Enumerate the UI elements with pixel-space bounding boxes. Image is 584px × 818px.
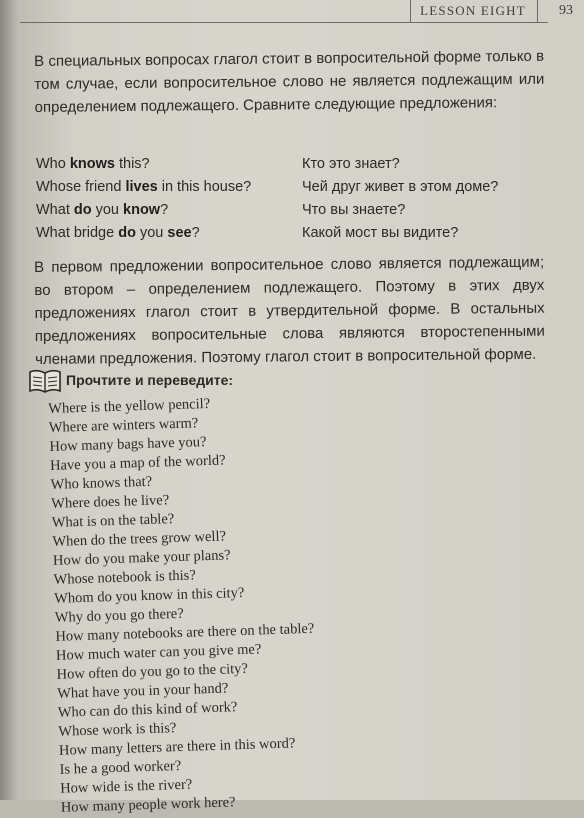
example-russian-translation: Какой мост вы видите? [302,225,459,241]
lesson-title: LESSON EIGHT [420,3,526,18]
page-number: 93 [559,3,573,18]
example-english-sentence [36,176,251,199]
explanation-paragraph: В первом предложении вопросительное слово является подлежащим; во втором – определением подлежащего. Поэтому в этих двух предложениях глагол стоит в утвердительной форме. В остальных предложениях вопросительные слова являются второстепенными членами предложения. Поэтому глагол стоит в вопросительной форме. [34,253,545,368]
exercise-heading: Прочтите и переведите: [66,372,234,388]
question-item: How do you make your plans? [52,547,231,569]
question-item: How many letters are there in this word? [58,735,296,759]
book-page [18,0,584,816]
question-item: What have you in your hand? [56,680,229,702]
highlighted-verb: do [73,202,92,218]
highlighted-verb: know [123,202,161,218]
question-item: Where is the yellow pencil? [48,395,211,417]
question-list [48,392,320,818]
example-english-sentence [36,153,251,176]
question-item: Whose notebook is this? [53,567,197,588]
question-item: How often do you go to the city? [56,660,249,683]
example-russian-translation: Чей друг живет в этом доме? [302,179,499,195]
question-item: How wide is the river? [59,776,193,797]
question-item: How many people work here? [60,794,236,816]
header-rule [20,22,548,23]
question-item: Is he a good worker? [59,758,182,778]
example-english-sentence [36,222,251,245]
sentence-fragment: this? [114,156,150,172]
sentence-fragment: ? [191,225,200,241]
highlighted-verb: lives [125,179,158,195]
open-book-icon [28,368,62,394]
example-russian-translation: Кто это знает? [302,156,400,172]
examples-english [36,153,251,245]
question-item: How many notebooks are there on the table? [55,620,315,645]
question-item: How many bags have you? [49,434,207,455]
question-item: Whose work is this? [58,720,177,740]
question-item: Who can do this kind of work? [57,699,238,721]
question-item: How much water can you give me? [55,641,262,664]
question-item: Why do you go there? [54,605,184,626]
sentence-fragment: ? [160,202,169,218]
intro-paragraph: В специальных вопросах глагол стоит в вопросительной форме только в том случае, если вопросительное слово не является подлежащим или определением подлежащего. Сравните следующие предложения: [34,47,545,116]
example-english-sentence [36,199,251,222]
sentence-fragment: What [36,202,74,218]
sentence-fragment: Who [36,156,70,172]
sentence-fragment: you [91,202,124,218]
question-item: Who knows that? [50,473,153,493]
question-item: Where are winters warm? [48,415,199,436]
highlighted-verb: do [118,225,136,241]
highlighted-verb: see [167,225,192,241]
sentence-fragment: in this house? [157,179,252,195]
sentence-fragment: you [135,225,168,241]
sentence-fragment: Whose friend [36,179,126,195]
highlighted-verb: knows [69,156,115,172]
question-item: What is on the table? [51,511,175,531]
question-item: Whom do you know in this city? [53,584,245,607]
question-item: Where does he live? [51,492,170,512]
question-item: When do the trees grow well? [52,528,227,550]
question-item: Have you a map of the world? [49,452,226,474]
example-russian-translation: Что вы знаете? [302,202,406,218]
examples-russian [302,153,498,245]
sentence-fragment: What bridge [36,225,119,241]
